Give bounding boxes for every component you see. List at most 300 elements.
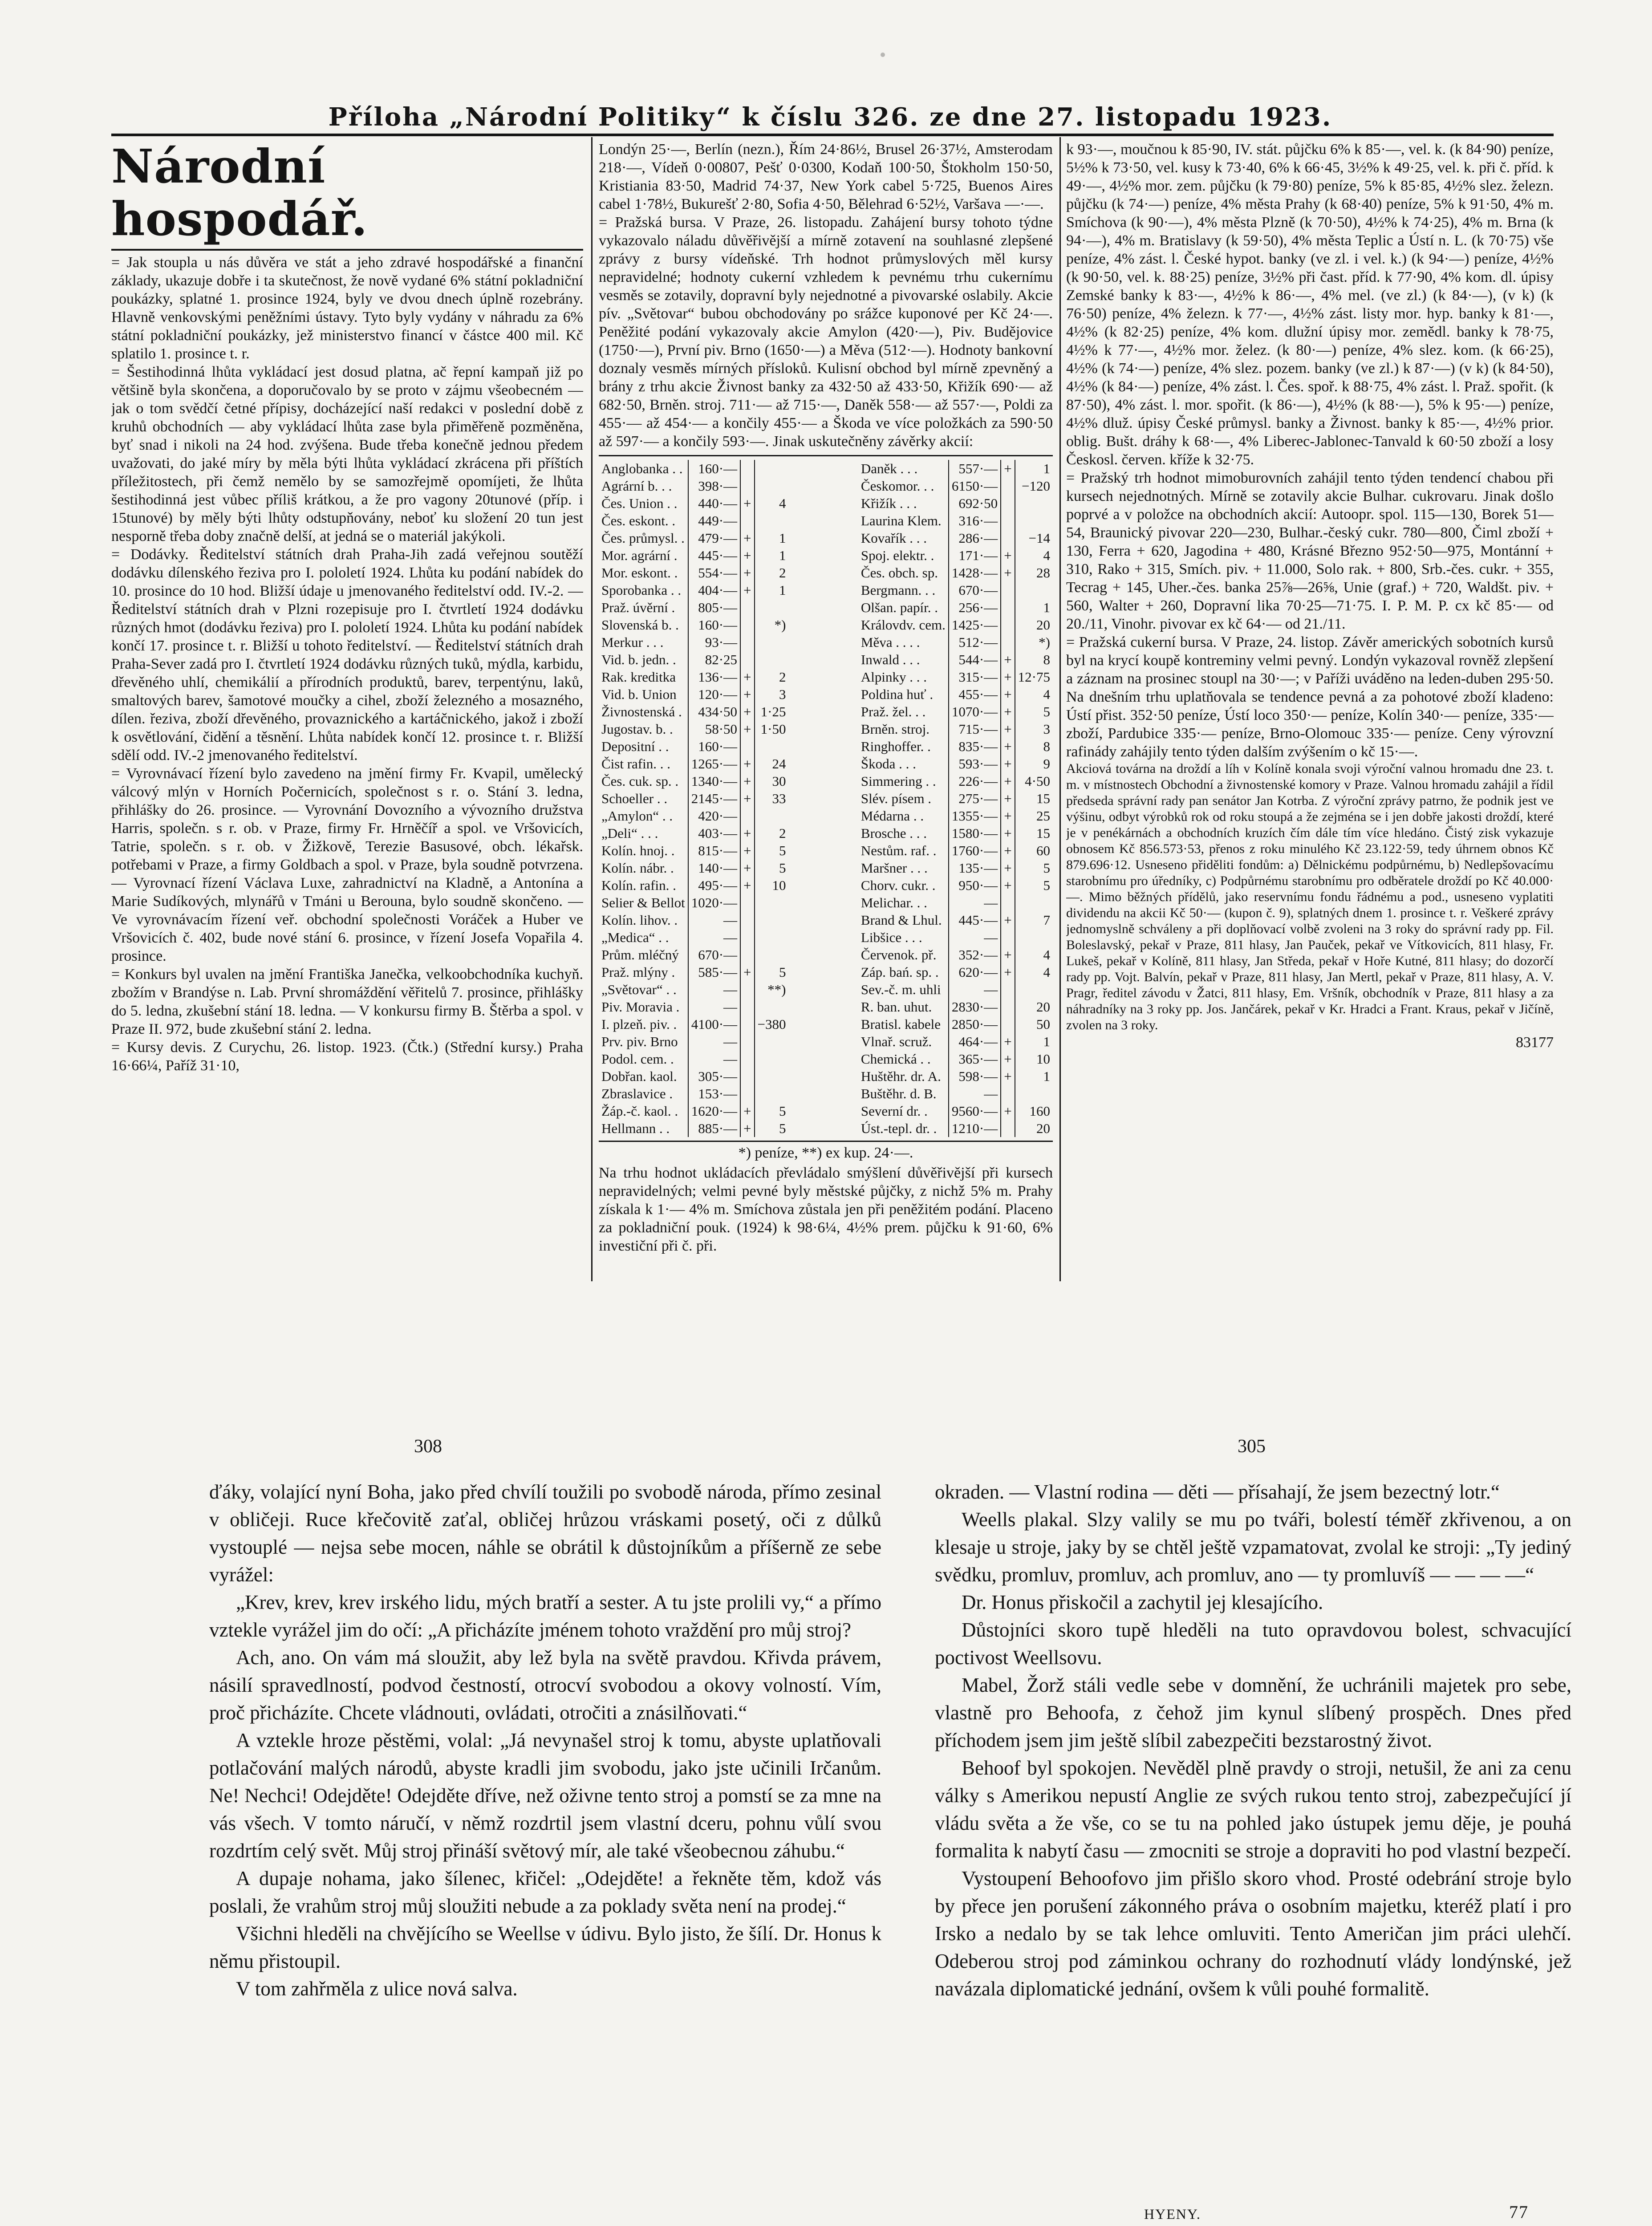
stock-price: 692·50 bbox=[949, 495, 1001, 512]
stock-chg bbox=[1015, 1085, 1053, 1102]
stock-name: Alpinky . . . bbox=[858, 668, 949, 686]
stock-row bbox=[599, 616, 789, 634]
stock-sign bbox=[1001, 581, 1015, 599]
stock-name: Severní dr. . bbox=[858, 1102, 949, 1120]
reference-number: 83177 bbox=[1516, 1034, 1554, 1051]
stock-row bbox=[858, 859, 1053, 877]
stock-name: I. plzeň. piv. . bbox=[599, 1016, 688, 1033]
stock-row bbox=[858, 477, 1053, 495]
stock-chg bbox=[1015, 495, 1053, 512]
stock-price: — bbox=[688, 929, 740, 946]
stock-sign bbox=[740, 1068, 754, 1085]
stock-row bbox=[599, 547, 789, 564]
stock-sign bbox=[740, 1085, 754, 1102]
stock-sign bbox=[1001, 529, 1015, 547]
stock-price: 315·— bbox=[949, 668, 1001, 686]
stock-chg bbox=[755, 894, 789, 911]
stock-sign bbox=[1001, 477, 1015, 495]
stock-price: 479·— bbox=[688, 529, 740, 547]
novel-paragraph: A dupaje nohama, jako šílenec, křičel: „Odejděte! a řekněte těm, kdož vás poslali, že vrahům stroj můj sloužiti nebude a za poklady světa není na prodej.“ bbox=[209, 1867, 881, 1917]
stock-sign: + bbox=[1001, 877, 1015, 894]
stock-sign bbox=[740, 911, 754, 929]
novel-page-left bbox=[209, 1478, 881, 2208]
stock-row bbox=[858, 755, 1053, 772]
stock-name: Buštěhr. d. B. bbox=[858, 1085, 949, 1102]
stock-price: 512·— bbox=[949, 634, 1001, 651]
stock-sign: + bbox=[1001, 651, 1015, 668]
stock-price: 455·— bbox=[949, 686, 1001, 703]
stock-name: Chorv. cukr. . bbox=[858, 877, 949, 894]
stock-chg bbox=[755, 929, 789, 946]
stock-price: 715·— bbox=[949, 720, 1001, 738]
stock-row bbox=[599, 564, 789, 581]
stock-name: Žáp.-č. kaol. . bbox=[599, 1102, 688, 1120]
stock-sign bbox=[740, 460, 754, 477]
stock-sign: + bbox=[1001, 1050, 1015, 1068]
stock-row bbox=[858, 946, 1053, 963]
stock-name: Kovařík . . . bbox=[858, 529, 949, 547]
stock-row bbox=[599, 755, 789, 772]
stock-price: 1070·— bbox=[949, 703, 1001, 720]
stock-sign: + bbox=[740, 686, 754, 703]
stock-sign bbox=[1001, 599, 1015, 616]
stock-chg: 1 bbox=[1043, 600, 1050, 615]
stock-price: 670·— bbox=[688, 946, 740, 963]
stock-row bbox=[858, 599, 1053, 616]
stock-chg: 20 bbox=[1036, 1121, 1050, 1136]
stock-row bbox=[599, 825, 789, 842]
stock-price: 670·— bbox=[949, 581, 1001, 599]
stock-name: Sev.-č. m. uhli bbox=[858, 981, 949, 998]
article-paragraph: = Konkurs byl uvalen na jmění Františka Janečka, velkoobchodníka kuchyň. zbožím v Brandýse n. Lab. První shromáždění věřitelů 7. prosince, přihlášky do 5. ledna, zkušební stání 18. ledna. — V konkursu firmy B. Štěrba a spol. v Praze II. 972, bude zkušební stání 2. ledna. bbox=[111, 966, 583, 1037]
stock-row bbox=[599, 1050, 789, 1068]
stock-sign: + bbox=[740, 790, 754, 807]
stock-row bbox=[599, 859, 789, 877]
stock-name: Čes. eskont. . bbox=[599, 512, 688, 529]
stock-row bbox=[858, 963, 1053, 981]
stock-chg: 4 bbox=[1043, 686, 1050, 702]
stock-price: 440·— bbox=[688, 495, 740, 512]
stock-chg bbox=[755, 477, 789, 495]
stock-sign bbox=[740, 634, 754, 651]
stock-price: 160·— bbox=[688, 738, 740, 755]
stock-price: 1425·— bbox=[949, 616, 1001, 634]
stock-name: Poldina huť . bbox=[858, 686, 949, 703]
stock-name: Selier & Bellot bbox=[599, 894, 688, 911]
stock-name: Úst.-tepl. dr. . bbox=[858, 1120, 949, 1137]
column-divider-2 bbox=[1059, 137, 1061, 1281]
stock-price: — bbox=[688, 1050, 740, 1068]
stock-row bbox=[858, 807, 1053, 825]
stock-row bbox=[858, 911, 1053, 929]
stock-price: 316·— bbox=[949, 512, 1001, 529]
stock-chg bbox=[755, 460, 789, 477]
stock-price: 256·— bbox=[949, 599, 1001, 616]
stock-name: Simmering . . bbox=[858, 772, 949, 790]
stock-name: Schoeller . . bbox=[599, 790, 688, 807]
stock-row bbox=[858, 1068, 1053, 1085]
stock-row bbox=[599, 581, 789, 599]
stock-row bbox=[599, 929, 789, 946]
stock-chg bbox=[755, 1033, 789, 1050]
stock-price: 1020·— bbox=[688, 894, 740, 911]
stock-row bbox=[858, 529, 1053, 547]
stock-chg: 20 bbox=[1036, 999, 1050, 1015]
stock-sign: + bbox=[1001, 1033, 1015, 1050]
stock-price: 275·— bbox=[949, 790, 1001, 807]
stock-name: Praž. úvěrní . bbox=[599, 599, 688, 616]
stock-name: Vid. b. jedn. . bbox=[599, 651, 688, 668]
stock-chg: −120 bbox=[1022, 478, 1050, 494]
stock-chg: 1 bbox=[779, 582, 786, 598]
column-divider-1 bbox=[591, 137, 593, 1281]
novel-paragraph: Všichni hleděli na chvějícího se Weellse v údivu. Bylo jisto, že šílí. Dr. Honus k němu přistoupil. bbox=[209, 1922, 881, 1972]
stock-name: „Amylon“ . . bbox=[599, 807, 688, 825]
stock-name: Bratisl. kabele bbox=[858, 1016, 949, 1033]
stock-chg: 1 bbox=[779, 548, 786, 563]
stock-row bbox=[599, 599, 789, 616]
stock-name: Živnostenská . bbox=[599, 703, 688, 720]
stock-price: 226·— bbox=[949, 772, 1001, 790]
stock-name: Čes. Union . . bbox=[599, 495, 688, 512]
stock-name: Čes. průmysl. . bbox=[599, 529, 688, 547]
stock-row bbox=[599, 512, 789, 529]
stock-sign bbox=[1001, 616, 1015, 634]
stock-chg: *) bbox=[1039, 634, 1050, 650]
stock-sign: + bbox=[740, 720, 754, 738]
stock-name: Laurina Klem. bbox=[858, 512, 949, 529]
stock-price: 495·— bbox=[688, 877, 740, 894]
stock-price: 1265·— bbox=[688, 755, 740, 772]
stock-price: 1340·— bbox=[688, 772, 740, 790]
stock-row bbox=[599, 963, 789, 981]
stock-sign bbox=[1001, 1120, 1015, 1137]
stock-name: Hellmann . . bbox=[599, 1120, 688, 1137]
stock-name: Podol. cem. . bbox=[599, 1050, 688, 1068]
stock-row bbox=[599, 790, 789, 807]
stock-row bbox=[599, 911, 789, 929]
stock-row bbox=[858, 686, 1053, 703]
stock-chg: 5 bbox=[779, 843, 786, 858]
stock-sign bbox=[740, 738, 754, 755]
stock-chg bbox=[755, 1085, 789, 1102]
stock-name: „Deli“ . . . bbox=[599, 825, 688, 842]
stock-name: Bergmann. . . bbox=[858, 581, 949, 599]
stock-chg: 1 bbox=[779, 530, 786, 546]
stock-row bbox=[599, 529, 789, 547]
article-paragraph: Akciová továrna na droždí a líh v Kolíně konala svoji výroční valnou hromadu dne 23. t. m. v místnostech Obchodní a živnostenské komory v Praze. Valnou hromadu zahájil a řídil předseda správní rady pan senátor Jan Kotrba. Z výroční zprávy patrno, že podnik jest ve výšinu, odbyt výrobků rok od roku stoupá a že zejména se i jen dobře jakosti droždí, které je v penékárnách a obchodních kruzích čím dále tím více hledáno. Čistý zisk vykazuje obnosem Kč 856.573·53, přenos z roku minulého Kč 23.122·59, tedy úhrnem obnos Kč 879.696·12. Usneseno přiděliti fondům: a) Dělnickému podpůrnému, b) Nedlepšovacímu starobnímu pro úředníky, c) Podpůrnému starobnímu pro odběratele droždí po Kč 40.000·—. Mimo běžných přídělů, jako reservnímu fondu řádnému a pod., usneseno vyplatiti dividendu na akcii Kč 50·— (kupon č. 9), splatných dnem 1. prosince t. r. Veškeré zprávy jednomyslně schváleny a při doplňovací volbě zvoleni na 3 roky do správní rady pp. Fil. Boleslavský, pekař v Praze, 811 hlasy, Jan Pauček, pekař ve Vítkovicích, 811 hlasy, Fr. Lukeš, pekař v Kolíně, 811 hlasy, Jan Středa, pekař v Hoře Kutné, 811 hlasy; do dozorčí rady pp. Vojt. Balvín, pekař v Praze, 811 hlasy, Jan Mertl, pekař v Praze, 811 hlasy, A. V. Pragr, ředitel závodu v Žatci, 811 hlasy, Em. Vršník, obchodník v Praze, 811 hlasy a za náhradníky na 3 roky pp. Jos. Jančárek, pekař v Kr. Hradci a Frant. Kraus, pekař v Jičíně, zvolen na 3 roky. bbox=[1066, 761, 1554, 1032]
stock-sign bbox=[740, 894, 754, 911]
stock-chg: 15 bbox=[1036, 825, 1050, 841]
stock-price: 4100·— bbox=[688, 1016, 740, 1033]
page-header-title: Příloha „Národní Politiky“ k číslu 326. ze dne 27. listopadu 1923. bbox=[328, 102, 1332, 132]
section-title: Národní hospodář. bbox=[111, 140, 368, 246]
article-paragraph: = Kursy devis. Z Curychu, 26. listop. 1923. (Čtk.) (Střední kursy.) Praha 16·66¼, Paříž 31·10, bbox=[111, 1039, 583, 1074]
stock-row bbox=[599, 981, 789, 998]
stock-chg bbox=[755, 911, 789, 929]
stock-row bbox=[599, 703, 789, 720]
stock-chg bbox=[1015, 894, 1053, 911]
stock-chg: 4 bbox=[1043, 947, 1050, 963]
stock-name: Anglobanka . . bbox=[599, 460, 688, 477]
stock-chg bbox=[755, 599, 789, 616]
stock-price: 171·— bbox=[949, 547, 1001, 564]
stock-price: — bbox=[949, 981, 1001, 998]
stock-row bbox=[858, 842, 1053, 859]
stock-chg: 5 bbox=[1043, 877, 1050, 893]
stock-name: Vid. b. Union bbox=[599, 686, 688, 703]
stock-chg: 160 bbox=[1029, 1103, 1050, 1119]
novel-paragraph: Mabel, Žorž stáli vedle sebe v domnění, že uchránili majetek pro sebe, vlastně pro Behoofa, z čehož jim kynul slíbený prospěch. Dnes před příchodem jsem jim ještě slíbil zabezpečiti bezstarostný život. bbox=[935, 1674, 1571, 1751]
stock-sign: + bbox=[740, 529, 754, 547]
stock-name: R. ban. uhut. bbox=[858, 998, 949, 1016]
stock-price: 93·— bbox=[688, 634, 740, 651]
stock-sign: + bbox=[1001, 1102, 1015, 1120]
stock-name: Ringhoffer. . bbox=[858, 738, 949, 755]
stock-sign: + bbox=[1001, 859, 1015, 877]
stock-sign bbox=[1001, 512, 1015, 529]
stock-chg bbox=[1015, 981, 1053, 998]
stock-chg: 7 bbox=[1043, 912, 1050, 928]
stock-footnote: *) peníze, **) ex kup. 24·—. bbox=[738, 1145, 913, 1161]
stock-name: Mor. eskont. . bbox=[599, 564, 688, 581]
stock-price: 82·25 bbox=[688, 651, 740, 668]
stock-sign: + bbox=[1001, 807, 1015, 825]
stock-name: Slév. písem . bbox=[858, 790, 949, 807]
stock-name: Sporobanka . . bbox=[599, 581, 688, 599]
stock-chg: 28 bbox=[1036, 565, 1050, 581]
stock-sign: + bbox=[1001, 720, 1015, 738]
stock-price: 160·— bbox=[688, 616, 740, 634]
stock-price: 445·— bbox=[688, 547, 740, 564]
stock-sign: + bbox=[1001, 842, 1015, 859]
stock-row bbox=[599, 686, 789, 703]
stock-name: Daněk . . . bbox=[858, 460, 949, 477]
stock-row bbox=[599, 720, 789, 738]
stock-sign: + bbox=[740, 703, 754, 720]
stock-price: 2830·— bbox=[949, 998, 1001, 1016]
stock-row bbox=[858, 616, 1053, 634]
stock-price: 140·— bbox=[688, 859, 740, 877]
stock-sign: + bbox=[740, 495, 754, 512]
stock-chg: 8 bbox=[1043, 652, 1050, 667]
stock-price: 305·— bbox=[688, 1068, 740, 1085]
stock-price: 557·— bbox=[949, 460, 1001, 477]
header-rule bbox=[111, 134, 1554, 136]
stock-sign bbox=[1001, 894, 1015, 911]
article-paragraph: k 93·—, moučnou k 85·90, IV. stát. půjčku 6% k 85·—, vel. k. (k 84·90) peníze, 5½% k 73·50, vel. kusy k 73·40, 6% k 66·45, 3½% k 49·25, vel. k. při č. příd. k 49·—, 4½% mor. zem. půjčku (k 79·80) peníze, 5% k 85·85, 4½% slez. železn. půjčku (k 74·—) peníze, 4% města Prahy (k 68·40) peníze, 5% k 91·50, 4% m. Smíchova (k 90·—), 4% města Plzně (k 70·50), 4½% k 74·25), 4% m. Brna (k 94·—), 4% m. Bratislavy (k 59·50), 4% města Teplic a Ústí n. L. (k 70·75) vše peníze, 4% zást. l. České hypot. banky (ve zl. i vel. k.) (k 94·—) peníze, 4½% (k 90·50, vel. k. 88·25) peníze, 3½% při čast. příd. k 77·90, 4% kom. dl. úpisy Zemské banky k 83·—, 4½% k 86·—, 4% mel. (ve zl.) (k 84·—), (v k) (k 76·50) peníze, 4% železn. k 77·—, 4½% zást. listy mor. hyp. banky k 81·—, 4½% (k 82·25) peníze, 4% kom. dlužní úpisy mor. zemědl. banky k 78·75, 4½% k 77·—, 4½% mor. želez. (k 80·—) peníze, 4% slez. kom. (k 66·25), 4½% (k 74·—) peníze, 4% slez. pozem. banky (ve zl.) k 87·—) (v k) (k 84·50), 4½% (k 84·—) peníze, 4% zást. l. Čes. spoř. k 88·75, 4% zást. l. Praž. spořit. (k 87·50), 4% zást. l. mor. spořit. (k 86·—), 4½% (k 88·—), 5% k 95·—) peníze, 4½% dluž. úpisy České průmysl. banky a Živnost. banky k 85·—, 4½% prior. oblig. Bušt. dráhy k 68·—, 4% Liberec-Jablonec-Tanvald k 60·50 zboží a losy Českosl. červen. kříže k 32·75. bbox=[1066, 141, 1554, 468]
stock-chg: 33 bbox=[772, 791, 786, 806]
stock-sign: + bbox=[1001, 703, 1015, 720]
stock-price: 1355·— bbox=[949, 807, 1001, 825]
stock-row bbox=[858, 790, 1053, 807]
stock-price: 365·— bbox=[949, 1050, 1001, 1068]
stock-chg: 1·25 bbox=[760, 704, 786, 719]
stock-row bbox=[858, 460, 1053, 477]
stock-chg: 2 bbox=[779, 565, 786, 581]
stock-name: Olšan. papír. . bbox=[858, 599, 949, 616]
stock-name: Křižík . . . bbox=[858, 495, 949, 512]
title-rule bbox=[111, 249, 583, 251]
stock-sign: + bbox=[1001, 564, 1015, 581]
stock-chg: 50 bbox=[1036, 1016, 1050, 1032]
stock-row bbox=[858, 564, 1053, 581]
stock-name: Brosche . . . bbox=[858, 825, 949, 842]
stock-name: Čist rafin. . . bbox=[599, 755, 688, 772]
stock-name: Spoj. elektr. . bbox=[858, 547, 949, 564]
stock-row bbox=[858, 668, 1053, 686]
stock-row bbox=[599, 807, 789, 825]
stock-chg: 3 bbox=[1043, 721, 1050, 737]
novel-paragraph: „Krev, krev, krev irského lidu, mých bratří a sester. A tu jste prolili vy,“ a přímo vztekle vyrážel jim do očí: „A přicházíte jménem tohoto vraždění pro můj stroj? bbox=[209, 1591, 881, 1641]
stock-chg bbox=[755, 1050, 789, 1068]
scan-speck bbox=[881, 53, 885, 57]
stock-price: 815·— bbox=[688, 842, 740, 859]
stock-chg: 5 bbox=[779, 1103, 786, 1119]
stock-sign: + bbox=[740, 825, 754, 842]
stock-price: 544·— bbox=[949, 651, 1001, 668]
footer-signature: HYENY. bbox=[1144, 2206, 1201, 2222]
stock-chg bbox=[1015, 512, 1053, 529]
stock-chg: 20 bbox=[1036, 617, 1050, 633]
stock-row bbox=[858, 877, 1053, 894]
stock-row bbox=[599, 1120, 789, 1137]
stock-row bbox=[858, 512, 1053, 529]
novel-paragraph: A vztekle hroze pěstěmi, volal: „Já nevynašel stroj k tomu, abyste uplatňovali potlačování malých národů, abyste kradli jim svobodu, jako jste učinili Irčanům. Ne! Nechci! Odejděte! Odejděte dříve, než oživne tento stroj a pomstí se za mne na vás všech. V tomto náručí, v němž rozdrtil jsem vlastní dceru, pohnu vůlí svou rozdrtím celý svět. Můj stroj přináší světový mír, ale také všeobecnou záhubu.“ bbox=[209, 1729, 881, 1862]
stock-row bbox=[858, 720, 1053, 738]
stock-sign: + bbox=[740, 963, 754, 981]
stock-chg: 10 bbox=[772, 877, 786, 893]
stock-sign: + bbox=[740, 859, 754, 877]
stock-name: Královdv. cem. bbox=[858, 616, 949, 634]
stock-row bbox=[858, 1016, 1053, 1033]
stock-table-left bbox=[599, 460, 789, 1137]
stock-name: Prv. piv. Brno bbox=[599, 1033, 688, 1050]
stock-sign: + bbox=[1001, 772, 1015, 790]
stock-row bbox=[858, 894, 1053, 911]
stock-sign bbox=[1001, 1085, 1015, 1102]
stock-chg: 4 bbox=[1043, 548, 1050, 563]
stock-row bbox=[858, 772, 1053, 790]
stock-sign bbox=[740, 616, 754, 634]
stock-price: 805·— bbox=[688, 599, 740, 616]
stock-chg bbox=[755, 634, 789, 651]
stock-chg: 5 bbox=[779, 964, 786, 980]
stock-chg: 8 bbox=[1043, 739, 1050, 754]
stock-sign: + bbox=[740, 668, 754, 686]
stock-row bbox=[858, 738, 1053, 755]
stock-table-right bbox=[858, 460, 1053, 1137]
article-paragraph: Londýn 25·—, Berlín (nezn.), Řím 24·86½, Brusel 26·37½, Amsterodam 218·—, Vídeň 0·00807, Pešť 0·0300, Kodaň 100·50, Štokholm 150·50, Kristiania 83·50, Madrid 74·37, New York cabel 5·725, Buenos Aires cabel 1·78½, Bukurešť 2·80, Sofia 4·50, Bělehrad 6·52½, Varšava —·—. bbox=[599, 141, 1053, 212]
economy-column-3 bbox=[1066, 140, 1554, 1280]
article-paragraph: = Šestihodinná lhůta vykládací jest dosud platna, ač řepní kampaň již po většině byla skončena, a doporučovalo by se proto v zájmu všeobecném — jak o tom svědčí četné přípisy, docházející naší redakci v poslední době z kruhů obchodních — aby vykládací lhůta zase byla přiměřeně pozměněna, byť snad i nikoli na 24 hod. zvýšena. Bude třeba konečně jednou předem uvažovati, do jaké míry by měla býti lhůta vykládací zkrácena při příštích příležitostech, při čemž nemělo by se samozřejmě opomíjeti, že lhůta šestihodinná jest vůbec příliš krátkou, a že pro vagony 20tunové (příp. i 15tunové) by měly býti lhůty odstupňovány, neboť ku složení 20 tun jest nesporně třeba doby značně delší, at jedná se o materiál jakýkoli. bbox=[111, 364, 583, 544]
stock-name: Praž. žel. . . bbox=[858, 703, 949, 720]
stock-row bbox=[858, 703, 1053, 720]
stock-chg bbox=[755, 1068, 789, 1085]
stock-sign: + bbox=[1001, 755, 1015, 772]
stock-sign: + bbox=[1001, 1068, 1015, 1085]
stock-name: Chemická . . bbox=[858, 1050, 949, 1068]
stock-sign: + bbox=[1001, 738, 1015, 755]
novel-paragraph: Dr. Honus přiskočil a zachytil jej klesajícího. bbox=[962, 1591, 1323, 1613]
stock-name: Záp. bań. sp. . bbox=[858, 963, 949, 981]
stock-name: „Medica“ . . bbox=[599, 929, 688, 946]
stock-row bbox=[599, 668, 789, 686]
stock-name: Kolín. rafin. . bbox=[599, 877, 688, 894]
stock-price: 598·— bbox=[949, 1068, 1001, 1085]
stock-price: 286·— bbox=[949, 529, 1001, 547]
stock-name: Agrární b. . . bbox=[599, 477, 688, 495]
stock-price: 445·— bbox=[949, 911, 1001, 929]
stock-price: 403·— bbox=[688, 825, 740, 842]
stock-chg: 5 bbox=[779, 1121, 786, 1136]
stock-name: Měva . . . . bbox=[858, 634, 949, 651]
stock-chg: 4 bbox=[779, 496, 786, 511]
stock-row bbox=[858, 651, 1053, 668]
stock-name: Čes. cuk. sp. . bbox=[599, 772, 688, 790]
stock-price: 885·— bbox=[688, 1120, 740, 1137]
novel-paragraph: okraden. — Vlastní rodina — děti — přísahají, že jsem bezectný lotr.“ bbox=[935, 1481, 1500, 1503]
stock-chg: **) bbox=[767, 982, 786, 997]
stock-name: Piv. Moravia . bbox=[599, 998, 688, 1016]
stock-row bbox=[599, 495, 789, 512]
stock-row bbox=[858, 634, 1053, 651]
stock-price: 352·— bbox=[949, 946, 1001, 963]
novel-paragraph: Behoof byl spokojen. Nevěděl plně pravdy o stroji, netušil, že ani za cenu války s Amerikou nepustí Anglie ze svých rukou tento stroj, zabezpečující jí vládu světa a že vše, co se tu na pohled jako ústupek jemu děje, je pouhá formalita k nabytí času — zmocniti se stroje a dopraviti ho pod vlastní bezpečí. bbox=[935, 1757, 1571, 1862]
stock-chg: 30 bbox=[772, 773, 786, 789]
stock-row bbox=[599, 651, 789, 668]
stock-chg: −380 bbox=[757, 1016, 786, 1032]
stock-sign bbox=[740, 946, 754, 963]
stock-price: 593·— bbox=[949, 755, 1001, 772]
stock-row bbox=[599, 1033, 789, 1050]
footer-page-number: 77 bbox=[1509, 2202, 1529, 2222]
stock-sign bbox=[740, 981, 754, 998]
stock-row bbox=[858, 929, 1053, 946]
stock-row bbox=[599, 998, 789, 1016]
stock-sign: + bbox=[740, 564, 754, 581]
stock-name: Huštěhr. dr. A. bbox=[858, 1068, 949, 1085]
stock-chg: 24 bbox=[772, 756, 786, 772]
stock-sign bbox=[1001, 929, 1015, 946]
stock-row bbox=[599, 477, 789, 495]
stock-price: 153·— bbox=[688, 1085, 740, 1102]
stock-price: — bbox=[688, 1033, 740, 1050]
stock-chg bbox=[755, 807, 789, 825]
stock-sign: + bbox=[740, 772, 754, 790]
stock-chg: 1·50 bbox=[760, 721, 786, 737]
stock-sign bbox=[740, 929, 754, 946]
novel-paragraph: ďáky, volající nyní Boha, jako před chvílí toužili po svobodě národa, přímo zesinal v obličeji. Ruce křečovitě zaťal, obličej hrůzou vráskami posetý, oči z důlků vystouplé — nejsa sebe mocen, náhle se obrátil k důstojníkům a příšerně ze sebe vyrážel: bbox=[209, 1481, 881, 1586]
stock-chg: 5 bbox=[1043, 704, 1050, 719]
stock-sign bbox=[740, 477, 754, 495]
stock-row bbox=[599, 946, 789, 963]
stock-row bbox=[858, 981, 1053, 998]
stock-sign bbox=[740, 1016, 754, 1033]
stock-price: 464·— bbox=[949, 1033, 1001, 1050]
stock-price: 6150·— bbox=[949, 477, 1001, 495]
stock-row bbox=[599, 1085, 789, 1102]
stock-sign bbox=[740, 599, 754, 616]
stock-name: Červenok. př. bbox=[858, 946, 949, 963]
stock-chg: −14 bbox=[1028, 530, 1050, 546]
stock-price: 9560·— bbox=[949, 1102, 1001, 1120]
stock-name: Prům. mléčný bbox=[599, 946, 688, 963]
stock-name: Škoda . . . bbox=[858, 755, 949, 772]
stock-price: 434·50 bbox=[688, 703, 740, 720]
stock-price: — bbox=[688, 998, 740, 1016]
stock-chg: 5 bbox=[1043, 860, 1050, 876]
